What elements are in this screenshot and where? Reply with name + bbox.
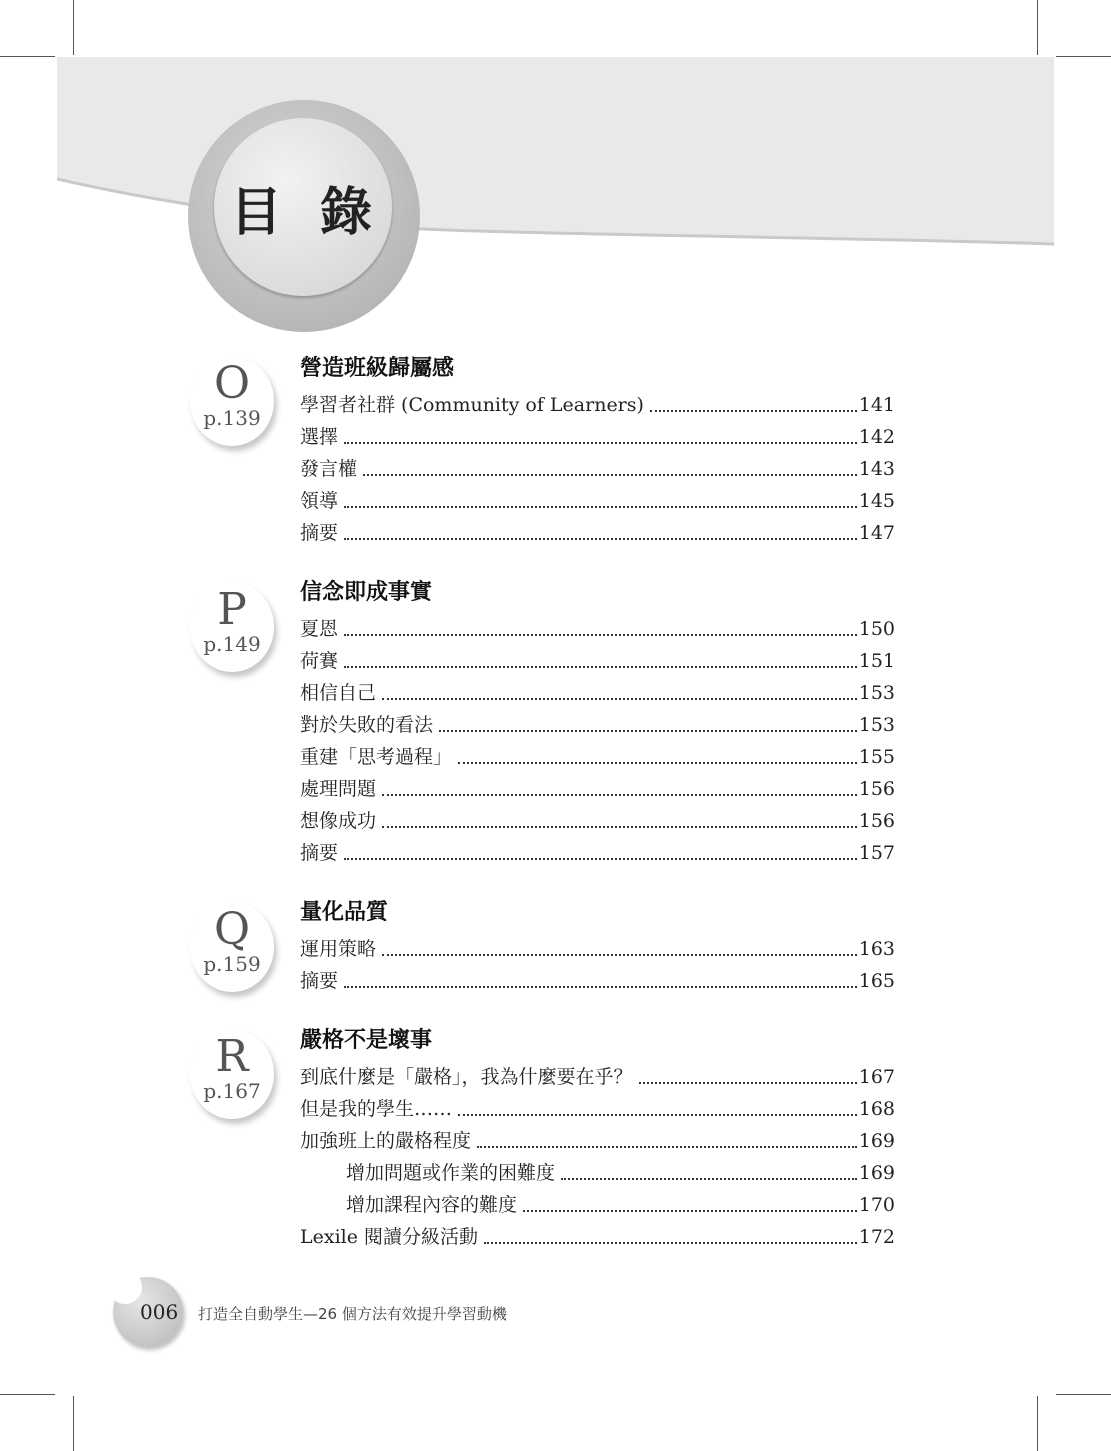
toc-entry-label: 增加問題或作業的困難度 bbox=[346, 1162, 556, 1184]
leader-dots bbox=[344, 442, 857, 444]
toc-entry-label: 摘要 bbox=[300, 970, 339, 992]
section-start-page: p.159 bbox=[203, 952, 261, 976]
toc-entry[interactable] bbox=[300, 706, 895, 738]
leader-dots bbox=[523, 1210, 857, 1212]
toc-entry-label: 對於失敗的看法 bbox=[300, 714, 434, 736]
toc-entry[interactable] bbox=[300, 642, 895, 674]
leader-dots bbox=[382, 826, 857, 828]
leader-dots bbox=[344, 858, 857, 860]
section-badge bbox=[190, 356, 274, 446]
toc-entry-label: 運用策略 bbox=[300, 938, 377, 960]
toc-subentry[interactable] bbox=[346, 1154, 895, 1186]
toc-entry[interactable] bbox=[300, 962, 895, 994]
section-badge bbox=[190, 1029, 274, 1119]
toc-entry-label: 領導 bbox=[300, 490, 339, 512]
leader-dots bbox=[639, 1082, 857, 1084]
toc-entry[interactable] bbox=[300, 450, 895, 482]
leader-dots bbox=[484, 1242, 857, 1244]
crop-mark bbox=[73, 1396, 74, 1451]
section-badge bbox=[190, 902, 274, 992]
toc-entry[interactable] bbox=[300, 610, 895, 642]
toc-entry-page: 163 bbox=[858, 938, 895, 960]
crop-mark bbox=[73, 0, 74, 55]
toc-entry-label: 發言權 bbox=[300, 458, 358, 480]
toc-entry-label: 但是我的學生…… bbox=[300, 1098, 453, 1120]
toc-entry-label: 增加課程內容的難度 bbox=[346, 1194, 518, 1216]
leader-dots bbox=[382, 794, 857, 796]
toc-entry[interactable] bbox=[300, 1218, 895, 1250]
toc-entry[interactable] bbox=[300, 930, 895, 962]
toc-entry-label: 夏恩 bbox=[300, 618, 339, 640]
toc-entry-label: 選擇 bbox=[300, 426, 339, 448]
leader-dots bbox=[382, 954, 857, 956]
section-letter: O bbox=[213, 358, 251, 409]
section-start-page: p.167 bbox=[203, 1079, 261, 1103]
crop-mark bbox=[0, 1394, 55, 1395]
section-letter: Q bbox=[213, 904, 251, 955]
toc-entry[interactable] bbox=[300, 482, 895, 514]
toc-entry-label: 荷賽 bbox=[300, 650, 339, 672]
section-letter: P bbox=[217, 584, 247, 635]
toc-entry[interactable] bbox=[300, 770, 895, 802]
title-badge bbox=[214, 118, 392, 296]
leader-dots bbox=[561, 1178, 857, 1180]
toc-entry-page: 168 bbox=[858, 1098, 895, 1120]
footer-book-title: 打造全自動學生—26 個方法有效提升學習動機 bbox=[198, 1305, 507, 1323]
toc-entry-page: 156 bbox=[858, 810, 895, 832]
crop-mark bbox=[1037, 0, 1038, 55]
leader-dots bbox=[477, 1146, 857, 1148]
toc-entry[interactable] bbox=[300, 1122, 895, 1154]
leader-dots bbox=[344, 634, 857, 636]
leader-dots bbox=[458, 762, 857, 764]
toc-entry-label: 加強班上的嚴格程度 bbox=[300, 1130, 472, 1152]
toc-entry-label: Lexile 閱讀分級活動 bbox=[300, 1226, 479, 1248]
toc-entry-page: 145 bbox=[858, 490, 895, 512]
leader-dots bbox=[382, 698, 857, 700]
crop-mark bbox=[1056, 56, 1111, 57]
toc-entry[interactable] bbox=[300, 834, 895, 866]
toc-entry-page: 156 bbox=[858, 778, 895, 800]
toc-entry-page: 169 bbox=[858, 1130, 895, 1152]
toc-entry-label: 相信自己 bbox=[300, 682, 377, 704]
footer-decor-dot bbox=[108, 1270, 142, 1304]
section-title: 嚴格不是壞事 bbox=[300, 1028, 433, 1053]
page-title: 目 錄 bbox=[229, 182, 383, 243]
toc-entry-page: 155 bbox=[858, 746, 895, 768]
toc-entry-label: 到底什麼是「嚴格」，我為什麼要在乎？ bbox=[300, 1066, 633, 1088]
toc-entry-label: 摘要 bbox=[300, 522, 339, 544]
toc-entry-page: 143 bbox=[858, 458, 895, 480]
crop-mark bbox=[0, 56, 55, 57]
toc-entry-page: 142 bbox=[858, 426, 895, 448]
leader-dots bbox=[344, 538, 857, 540]
leader-dots bbox=[650, 410, 857, 412]
crop-mark bbox=[1056, 1394, 1111, 1395]
toc-entry-page: 172 bbox=[858, 1226, 895, 1248]
toc-entry-page: 153 bbox=[858, 714, 895, 736]
toc-entry-label: 重建「思考過程」 bbox=[300, 746, 453, 768]
toc-entry-label: 處理問題 bbox=[300, 778, 377, 800]
toc-entry-page: 157 bbox=[858, 842, 895, 864]
toc-entry[interactable] bbox=[300, 802, 895, 834]
toc-entry[interactable] bbox=[300, 674, 895, 706]
toc-entry[interactable] bbox=[300, 738, 895, 770]
leader-dots bbox=[458, 1114, 857, 1116]
toc-entry-page: 150 bbox=[858, 618, 895, 640]
toc-entry[interactable] bbox=[300, 514, 895, 546]
toc-entry[interactable] bbox=[300, 1090, 895, 1122]
toc-entry-label: 想像成功 bbox=[300, 810, 377, 832]
section-start-page: p.149 bbox=[203, 632, 261, 656]
toc-entry[interactable] bbox=[300, 418, 895, 450]
leader-dots bbox=[344, 986, 857, 988]
toc-entry-page: 147 bbox=[858, 522, 895, 544]
toc-entry-page: 170 bbox=[858, 1194, 895, 1216]
footer-page-number: 006 bbox=[140, 1300, 179, 1324]
toc-subentry[interactable] bbox=[346, 1186, 895, 1218]
crop-mark bbox=[1037, 1396, 1038, 1451]
toc-entry[interactable] bbox=[300, 1058, 895, 1090]
toc-entry[interactable] bbox=[300, 386, 895, 418]
leader-dots bbox=[344, 666, 857, 668]
toc-entry-label: 學習者社群 (Community of Learners) bbox=[300, 394, 644, 416]
leader-dots bbox=[344, 506, 857, 508]
leader-dots bbox=[439, 730, 857, 732]
section-title: 量化品質 bbox=[300, 900, 389, 925]
section-title: 營造班級歸屬感 bbox=[300, 356, 455, 381]
toc-entry-page: 151 bbox=[858, 650, 895, 672]
toc-entry-label: 摘要 bbox=[300, 842, 339, 864]
toc-entry-page: 141 bbox=[858, 394, 895, 416]
toc-entry-page: 169 bbox=[858, 1162, 895, 1184]
section-letter: R bbox=[215, 1031, 249, 1082]
section-start-page: p.139 bbox=[203, 406, 261, 430]
section-title: 信念即成事實 bbox=[300, 580, 433, 605]
toc-entry-page: 167 bbox=[858, 1066, 895, 1088]
toc-entry-page: 153 bbox=[858, 682, 895, 704]
toc-entry-page: 165 bbox=[858, 970, 895, 992]
section-badge bbox=[190, 582, 274, 672]
leader-dots bbox=[363, 474, 857, 476]
